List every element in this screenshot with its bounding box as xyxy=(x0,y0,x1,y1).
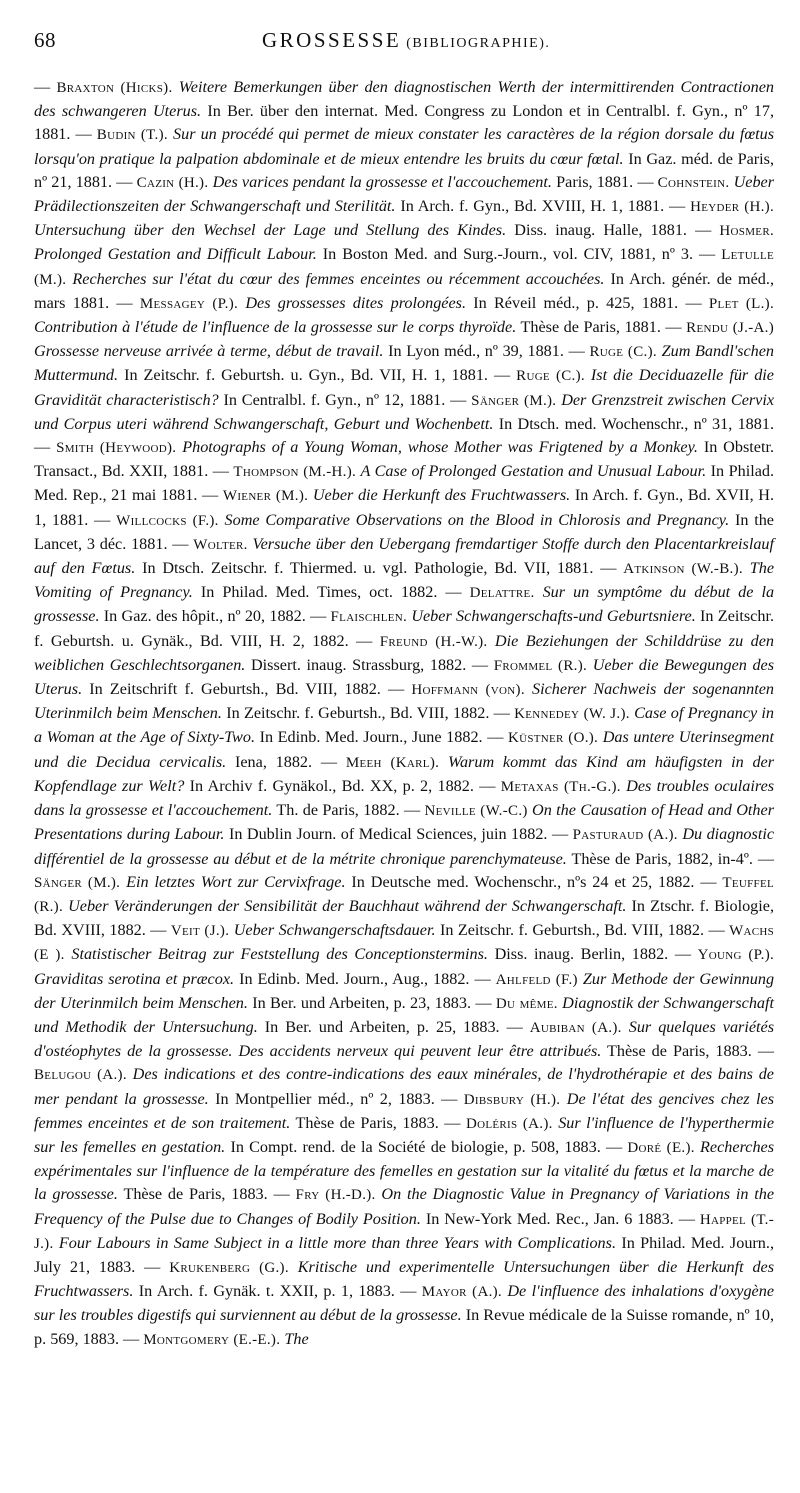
running-head xyxy=(34,28,774,62)
entry-source: In Ber. und Arbeiten, p. 25, 1883. xyxy=(264,1017,500,1036)
entry-title: Ueber Veränderungen der Sensibilität der Bauchhaut während der Schwangerschaft. xyxy=(68,896,627,915)
entry-source: In Zeitschr. f. Geburtsh., Bd. VIII, 1882. xyxy=(439,921,705,940)
entry-author: Mayor (A.). xyxy=(421,1284,502,1301)
entry-source: Thèse de Paris, 1882, in-4º. xyxy=(571,849,753,868)
entry-author: Kennedey (W. J.). xyxy=(514,706,630,723)
entry-author: Fry (H.-D.). xyxy=(295,1187,376,1204)
entry-dash: — xyxy=(471,655,494,674)
entry-title: Ueber Schwangerschaftsdauer. xyxy=(233,921,436,940)
entry-source: In Arch. f. Gyn., Bd. XVII, H. 1, 1881. xyxy=(34,486,775,529)
entry-source: In Ber. über den internat. Med. Congress zu London et in Centralbl. f. Gyn., nº 17, 1881. xyxy=(34,102,774,144)
entry-author: Willcocks (F.). xyxy=(116,512,219,529)
entry-title: Sur un procédé qui permet de mieux constater les caractères de la région dorsale du fœtus lorsqu'on pratique la palpation abdominale et de mieux entendre les bruits du cœur fœtal. xyxy=(34,125,775,168)
entry-source: In Arch. génér. de méd., mars 1881. xyxy=(34,269,774,312)
entry-title: Some Comparative Observations on the Blood in Chlorosis and Pregnancy. xyxy=(224,510,730,529)
entry-title: Das untere Uterinsegment und die Decidua cervicalis. xyxy=(34,728,775,771)
entry-dash: — xyxy=(441,1089,464,1108)
entry-title: Photographs of a Young Woman, whose Mother was Frigtened by a Monkey. xyxy=(182,438,698,457)
entry-source: In Zeitschrift f. Geburtsh., Bd. VIII, 1882. xyxy=(89,680,381,699)
entry-title: On the Causation of Head and Other Presentations during Labour. xyxy=(34,801,775,844)
entry-title: On the Diagnostic Value in Pregnancy of Variations in the Frequency of the Pulse due to Changes of Bodily Position. xyxy=(34,1185,775,1228)
entry-source: Thèse de Paris, 1881. xyxy=(520,318,661,337)
entry-source: In Philad. Med. Rep., 21 mai 1881. xyxy=(34,462,775,505)
entry-title: Die Beziehungen der Schilddrüse zu den weiblichen Geschlechtsorganen. xyxy=(34,631,775,674)
entry-title: De l'influence des inhalations d'oxygène sur les troubles digestifs qui surviennent au début de la grossesse. xyxy=(34,1282,775,1325)
entry-source: In Réveil méd., p. 425, 1881. xyxy=(473,293,679,312)
entry-author: Ruge (C.). xyxy=(516,368,585,385)
entry-title: A Case of Prolonged Gestation and Unusual Labour. xyxy=(360,462,707,481)
entry-dash: — xyxy=(757,1042,775,1061)
entry-author: Wachs (E ). xyxy=(34,923,775,964)
entry-source: In Obstetr. Transact., Bd. XXII, 1881. xyxy=(34,438,774,481)
entry-title: Des troubles oculaires dans la grossesse et l'accouchement. xyxy=(34,776,775,820)
entry-title: Ueber Prädilectionszeiten der Schwangerschaft und Sterilität. xyxy=(34,172,775,216)
entry-dash: — xyxy=(475,993,496,1012)
entry-author: Doré (E.). xyxy=(627,1139,695,1156)
entry-source: Diss. inaug. Halle, 1881. xyxy=(514,221,687,240)
entry-title: Sur l'influence de l'hyperthermie sur les femelles en gestation. xyxy=(34,1113,775,1156)
entry-dash: — xyxy=(388,680,412,699)
entry-dash: — xyxy=(75,125,97,144)
entry-author: Sänger (M.). xyxy=(34,874,121,891)
entry-source: In Boston Med. and Surg.-Journ., vol. CIV, 1881, nº 3. xyxy=(322,245,694,264)
entry-dash: — xyxy=(445,583,470,602)
entry-dash: — xyxy=(123,1329,144,1348)
entry-author: Smith (Heywood). xyxy=(56,440,177,457)
entry-dash: — xyxy=(669,197,691,216)
entry-title: Statistischer Beitrag zur Feststellung des Conceptionstermins. xyxy=(71,945,488,964)
entry-author: Plet (L.). xyxy=(708,295,775,312)
entry-source: In Zeitschr. f. Geburtsh., Bd. VIII, 1882. xyxy=(226,704,490,723)
entry-dash: — xyxy=(708,921,730,940)
entry-source: In Centralbl. f. Gyn., nº 12, 1881. xyxy=(223,390,446,409)
entry-dash: — xyxy=(665,318,687,337)
entry-source: In Philad. Med. Times, oct. 1882. xyxy=(200,583,438,602)
bibliography-entry xyxy=(123,1330,309,1348)
entry-title: Ist die Deciduazelle für die Gravidität characteristisch? xyxy=(34,366,774,409)
bibliography-entry xyxy=(150,921,704,939)
entry-author: Cazin (H.). xyxy=(136,174,209,191)
entry-dash: — xyxy=(94,510,117,529)
entry-author: Teuffel (R.). xyxy=(34,874,775,915)
running-subtitle xyxy=(401,36,550,52)
entry-title: Du diagnostic différentiel de la grossesse au début et de la métrite chronique parenchymateuse. xyxy=(34,825,775,868)
entry-dash: — xyxy=(320,752,346,771)
entry-author: Frommel (R.). xyxy=(493,657,588,674)
entry-dash: — xyxy=(551,825,573,844)
entry-dash: — xyxy=(116,172,137,191)
running-subtitle-text: (BIBLIOGRAPHIE). xyxy=(406,36,551,51)
entry-source: In Ber. und Arbeiten, p. 23, 1883. xyxy=(252,993,472,1012)
entry-author: Wolter. xyxy=(193,536,248,553)
entry-author: Ahlfeld (F.) xyxy=(495,971,578,988)
entry-author: Metaxas (Th.-G.). xyxy=(500,778,621,795)
entry-author: Montgomery (E.-E.). xyxy=(143,1331,281,1348)
entry-dash: — xyxy=(202,486,223,505)
entry-title: Ueber Schwangerschafts-und Geburtsniere. xyxy=(411,607,696,626)
entry-author: Budin (T.). xyxy=(96,127,168,144)
entry-title: Ueber die Bewegungen des Uterus. xyxy=(34,655,775,699)
entry-author: Happel (T.-J.). xyxy=(34,1211,775,1252)
entry-author: Heyder (H.). xyxy=(690,199,775,216)
entry-dash: — xyxy=(695,221,720,240)
entry-author: Rendu (J.-A.) xyxy=(686,320,775,337)
entry-dash: — xyxy=(34,438,57,457)
entry-source: In Ztschr. f. Biologie, Bd. XVIII, 1882. xyxy=(34,896,774,940)
entry-source: In Edinb. Med. Journ., June 1882. xyxy=(259,728,483,747)
entry-dash: — xyxy=(479,776,501,795)
entry-source: Thèse de Paris, 1883. xyxy=(295,1113,439,1132)
entry-author: Delattre. xyxy=(469,585,535,602)
entry-source: In Gaz. des hôpit., nº 20, 1882. xyxy=(103,607,306,626)
entry-dash: — xyxy=(699,245,722,264)
entry-title: Ein letztes Wort zur Cervixfrage. xyxy=(126,872,346,891)
entry-title: Sicherer Nachweis der sogenannten Uterinmilch beim Menschen. xyxy=(34,680,775,723)
entry-title: Case of Pregnancy in a Woman at the Age of Sixty-Two. xyxy=(34,704,775,747)
entry-title: Recherches sur l'état du cœur des femmes enceintes ou récemment accouchées. xyxy=(72,269,605,288)
entry-author: Young (P.). xyxy=(697,947,775,964)
entry-author: Atkinson (W.-B.). xyxy=(623,561,743,578)
entry-title: Zum Bandl'schen Muttermund. xyxy=(34,342,775,385)
entry-author: Hosmer. xyxy=(719,223,775,240)
entry-dash: — xyxy=(212,462,234,481)
entry-author: Du même. xyxy=(495,995,558,1012)
entry-author: Meeh (Karl). xyxy=(345,754,440,771)
entry-source: In Lyon méd., nº 39, 1881. xyxy=(388,342,564,361)
entry-dash: — xyxy=(568,342,590,361)
entry-title: Des indications et des contre-indications des eaux minérales, de l'hydrothérapie et des bains de mer pendant la grossesse. xyxy=(34,1065,774,1108)
entry-title: Untersuchung über den Wechsel der Lage und Stellung des Kindes. xyxy=(34,221,507,240)
entry-title: Prolonged Gestation and Difficult Labour. xyxy=(34,245,317,264)
entry-source: In Dublin Journ. of Medical Sciences, juin 1882. xyxy=(228,825,548,844)
entry-title: Des varices pendant la grossesse et l'accouchement. xyxy=(212,172,552,191)
entry-title: Recherches expérimentales sur l'influence de la température des femelles en gestation sur la vitalité du fœtus et la marche de la grossesse. xyxy=(34,1137,775,1204)
entry-source: In Edinb. Med. Journ., Aug., 1882. xyxy=(239,969,470,988)
entry-dash: — xyxy=(493,366,517,385)
entry-author: Sänger (M.). xyxy=(471,392,557,409)
entry-title: Zur Methode der Gewinnung der Uterinmilch beim Menschen. xyxy=(34,969,775,1012)
bibliography-list xyxy=(34,76,774,1352)
entry-title: Versuche über den Uebergang fremdartiger Stoffe durch den Placentarkreislauf auf den Fœtus. xyxy=(34,534,774,578)
entry-author: Cohnstein. xyxy=(657,174,730,191)
entry-title: Diagnostik der Schwangerschaft und Methodik der Untersuchung. xyxy=(34,993,775,1036)
entry-title: Grossesse nerveuse arrivée à terme, début de travail. xyxy=(34,342,384,361)
entry-dash: — xyxy=(273,1185,296,1204)
bibliography-entry xyxy=(116,173,633,191)
entry-title: Weitere Bemerkungen über den diagnostischen Werth der intermittirenden Contractionen des schwangeren Uterus. xyxy=(34,78,775,121)
entry-dash: — xyxy=(310,607,331,626)
entry-source: In Arch. f. Gyn., Bd. XVIII, H. 1, 1881. xyxy=(400,197,665,216)
entry-source: In Gaz. méd. de Paris, nº 21, 1881. xyxy=(34,149,774,191)
entry-title: Warum kommt das Kind am häufigsten in der Kopfendlage zur Welt? xyxy=(34,752,775,795)
entry-dash: — xyxy=(116,293,140,312)
entry-title: Kritische und experimentelle Untersuchungen über die Herkunft des Fruchtwassers. xyxy=(34,1257,775,1301)
running-title: GROSSESSE xyxy=(262,28,402,52)
entry-source: In Deutsche med. Wochenschr., nºs 24 et 25, 1882. xyxy=(351,872,695,891)
entry-source: In Revue médicale de la Suisse romande, nº 10, p. 569, 1883. xyxy=(34,1306,775,1348)
entry-author: Veit (J.). xyxy=(170,923,230,940)
entry-dash: — xyxy=(34,78,57,96)
entry-author: Ruge (C.). xyxy=(589,344,657,361)
entry-dash: — xyxy=(144,1257,170,1276)
entry-author: Freund (H.-W.). xyxy=(379,633,488,650)
entry-title: Ueber die Herkunft des Fruchtwassers. xyxy=(312,486,571,505)
entry-source: In Philad. Med. Journ., July 21, 1883. xyxy=(34,1233,774,1276)
entry-source: In Dtsch. Zeitschr. f. Thiermed. u. vgl. Pathologie, Bd. VII, 1881. xyxy=(142,559,594,578)
entry-author: Küstner (O.). xyxy=(507,730,599,747)
entry-dash: — xyxy=(674,945,698,964)
entry-author: Flaischlen. xyxy=(330,609,408,626)
entry-author: Dibsbury (H.). xyxy=(463,1091,561,1108)
page-number: 68 xyxy=(34,28,56,52)
entry-source: In Dtsch. med. Wochenschr., nº 31, 1881. xyxy=(498,414,774,433)
entry-author: Neville (W.-C.) xyxy=(424,803,528,820)
entry-author: Messagey (P.). xyxy=(139,295,239,312)
entry-source: Diss. inaug. Berlin, 1882. xyxy=(494,945,669,964)
entry-dash: — xyxy=(700,872,723,891)
entry-title: Contribution à l'étude de l'influence de la grossesse sur le corps thyroïde. xyxy=(34,318,517,337)
entry-source: Dissert. inaug. Strassburg, 1882. xyxy=(250,655,467,674)
entry-title: Graviditas serotina et præcox. xyxy=(34,969,235,988)
entry-author: Wiener (M.). xyxy=(222,488,309,505)
entry-source: In New-York Med. Rec., Jan. 6 1883. xyxy=(425,1209,674,1228)
entry-dash: — xyxy=(600,559,624,578)
entry-dash: — xyxy=(474,969,496,988)
entry-dash: — xyxy=(356,631,380,650)
entry-title: Sur un symptôme du début de la grossesse. xyxy=(34,583,775,626)
entry-dash: — xyxy=(606,1137,628,1156)
entry-source: Iena, 1882. xyxy=(234,752,313,771)
entry-source: In the Lancet, 3 déc. 1881. xyxy=(34,510,774,553)
entry-source: Thèse de Paris, 1883. xyxy=(607,1042,752,1061)
entry-title: Der Grenzstreit zwischen Cervix und Corpus uteri während Schwangerschaft, Geburt und Wochenbett. xyxy=(34,390,775,433)
entry-dash: — xyxy=(487,728,508,747)
entry-source: In Zeitschr. f. Geburtsh. u. Gynäk., Bd. VIII, H. 2, 1882. xyxy=(34,607,774,650)
entry-dash: — xyxy=(678,1209,700,1228)
entry-title: Sur quelques variétés d'ostéophytes de la grossesse. Des accidents nerveux qui peuvent leur être attribués. xyxy=(34,1017,774,1061)
entry-dash: — xyxy=(444,1113,466,1132)
entry-author: Hoffmann (von). xyxy=(411,682,525,699)
entry-dash: — xyxy=(757,849,775,868)
entry-author: Pasturaud (A.). xyxy=(572,827,678,844)
entry-source: In Archiv f. Gynäkol., Bd. XX, p. 2, 1882. xyxy=(189,776,474,795)
entry-source: In Compt. rend. de la Société de biologie, p. 508, 1883. xyxy=(230,1137,601,1156)
entry-author: Thompson (M.-H.). xyxy=(233,464,357,481)
entry-author: Letulle (M.). xyxy=(34,247,775,288)
entry-title: The Vomiting of Pregnancy. xyxy=(34,559,774,602)
entry-source: In Arch. f. Gynäk. t. XXII, p. 1, 1883. xyxy=(138,1282,395,1301)
entry-author: Aubiban (A.). xyxy=(529,1019,622,1036)
entry-source: Paris, 1881. xyxy=(556,172,634,191)
entry-title: Des grossesses dites prolongées. xyxy=(245,293,466,312)
entry-dash: — xyxy=(637,172,658,191)
entry-source: In Montpellier méd., nº 2, 1883. xyxy=(215,1089,435,1108)
entry-title: Four Labours in Same Subject in a little more than three Years with Complications. xyxy=(58,1233,616,1252)
entry-title: De l'état des gencives chez les femmes enceintes et de son traitement. xyxy=(34,1089,775,1132)
entry-dash: — xyxy=(506,1017,530,1036)
entry-author: Krukenberg (G.). xyxy=(169,1259,289,1276)
entry-dash: — xyxy=(172,534,194,553)
entry-dash: — xyxy=(150,921,171,940)
entry-author: Braxton (Hicks). xyxy=(56,80,173,96)
entry-source: Thèse de Paris, 1883. xyxy=(123,1185,268,1204)
entry-source: Th. de Paris, 1882. xyxy=(276,801,400,820)
entry-dash: — xyxy=(493,704,515,723)
entry-source: In Zeitschr. f. Geburtsh. u. Gyn., Bd. VII, H. 1, 1881. xyxy=(124,366,488,385)
entry-dash: — xyxy=(685,293,709,312)
entry-dash: — xyxy=(450,390,472,409)
entry-author: Belugou (A.). xyxy=(34,1067,127,1084)
bibliography-entry xyxy=(116,294,678,312)
entry-title: The xyxy=(284,1329,309,1348)
entry-dash: — xyxy=(400,1282,422,1301)
entry-author: Doléris (A.). xyxy=(465,1115,553,1132)
entry-dash: — xyxy=(403,801,425,820)
